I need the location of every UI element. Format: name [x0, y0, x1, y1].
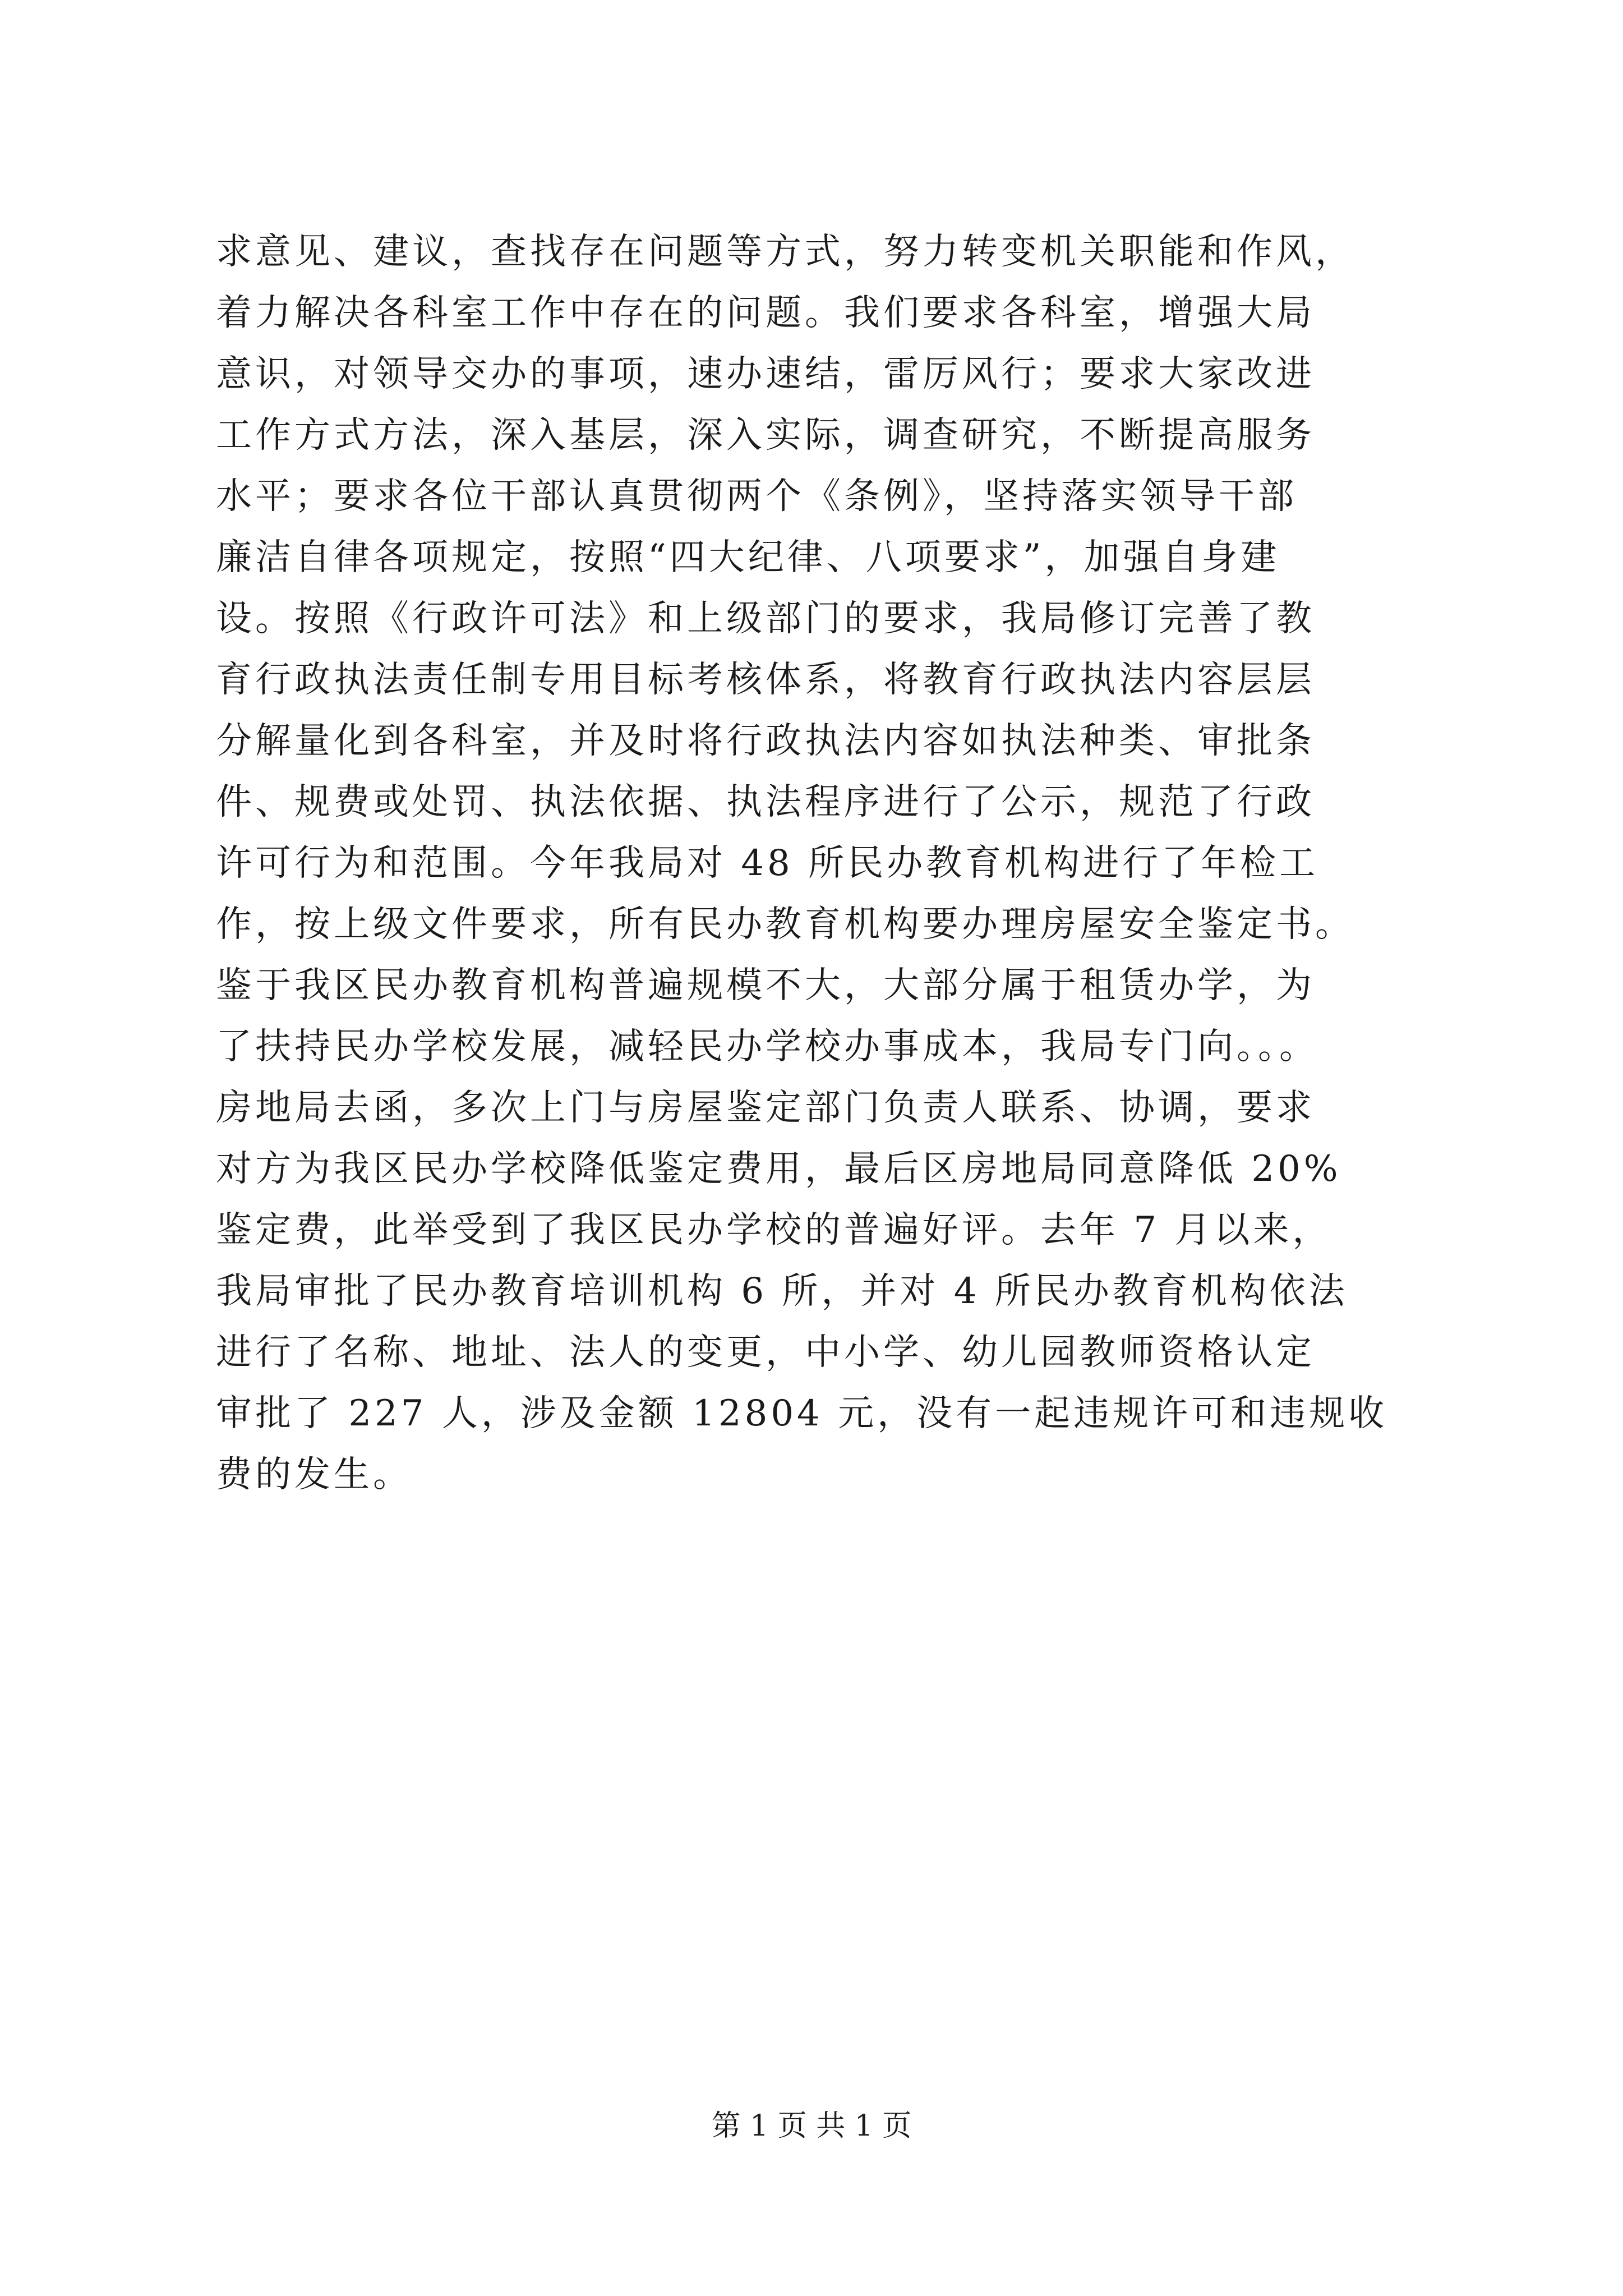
text-line: 分解量化到各科室，并及时将行政执法内容如执法种类、审批条 — [216, 720, 1315, 762]
text-line: 了扶持民办学校发展，减轻民办学校办事成本，我局专门向。。。 — [216, 1026, 1318, 1068]
text-line: 廉洁自律各项规定，按照“四大纪律、八项要求”，加强自身建 — [216, 537, 1280, 578]
text-line: 我局审批了民办教育培训机构 6 所，并对 4 所民办教育机构依法 — [216, 1271, 1348, 1312]
text-line: 许可行为和范围。今年我局对 48 所民办教育机构进行了年检工 — [216, 843, 1319, 884]
text-line: 房地局去函，多次上门与房屋鉴定部门负责人联系、协调，要求 — [216, 1087, 1315, 1129]
text-line: 鉴于我区民办教育机构普遍规模不大，大部分属于租赁办学，为 — [216, 965, 1315, 1006]
text-line: 鉴定费，此举受到了我区民办学校的普遍好评。去年 7 月以来， — [216, 1209, 1332, 1251]
text-line: 费的发生。 — [216, 1454, 412, 1496]
text-line: 作，按上级文件要求，所有民办教育机构要办理房屋安全鉴定书。 — [216, 904, 1354, 945]
text-line: 工作方式方法，深入基层，深入实际，调查研究，不断提高服务 — [216, 415, 1315, 456]
text-line: 着力解决各科室工作中存在的问题。我们要求各科室，增强大局 — [216, 292, 1315, 334]
text-line: 意识，对领导交办的事项，速办速结，雷厉风行；要求大家改进 — [216, 353, 1315, 395]
text-line: 育行政执法责任制专用目标考核体系，将教育行政执法内容层层 — [216, 659, 1315, 701]
page-number-footer: 第 1 页 共 1 页 — [711, 2109, 912, 2143]
text-line: 对方为我区民办学校降低鉴定费用，最后区房地局同意降低 20% — [216, 1148, 1341, 1190]
text-line: 进行了名称、地址、法人的变更，中小学、幼儿园教师资格认定 — [216, 1332, 1315, 1373]
body-paragraph — [216, 222, 1422, 1506]
text-line: 水平；要求各位干部认真贯彻两个《条例》，坚持落实领导干部 — [216, 476, 1297, 517]
text-line: 审批了 227 人，涉及金额 12804 元，没有一起违规许可和违规收 — [216, 1393, 1388, 1434]
text-line: 求意见、建议，查找存在问题等方式，努力转变机关职能和作风， — [216, 231, 1354, 273]
text-line: 件、规费或处罚、执法依据、执法程序进行了公示，规范了行政 — [216, 781, 1315, 823]
text-line: 设。按照《行政许可法》和上级部门的要求，我局修订完善了教 — [216, 598, 1315, 639]
